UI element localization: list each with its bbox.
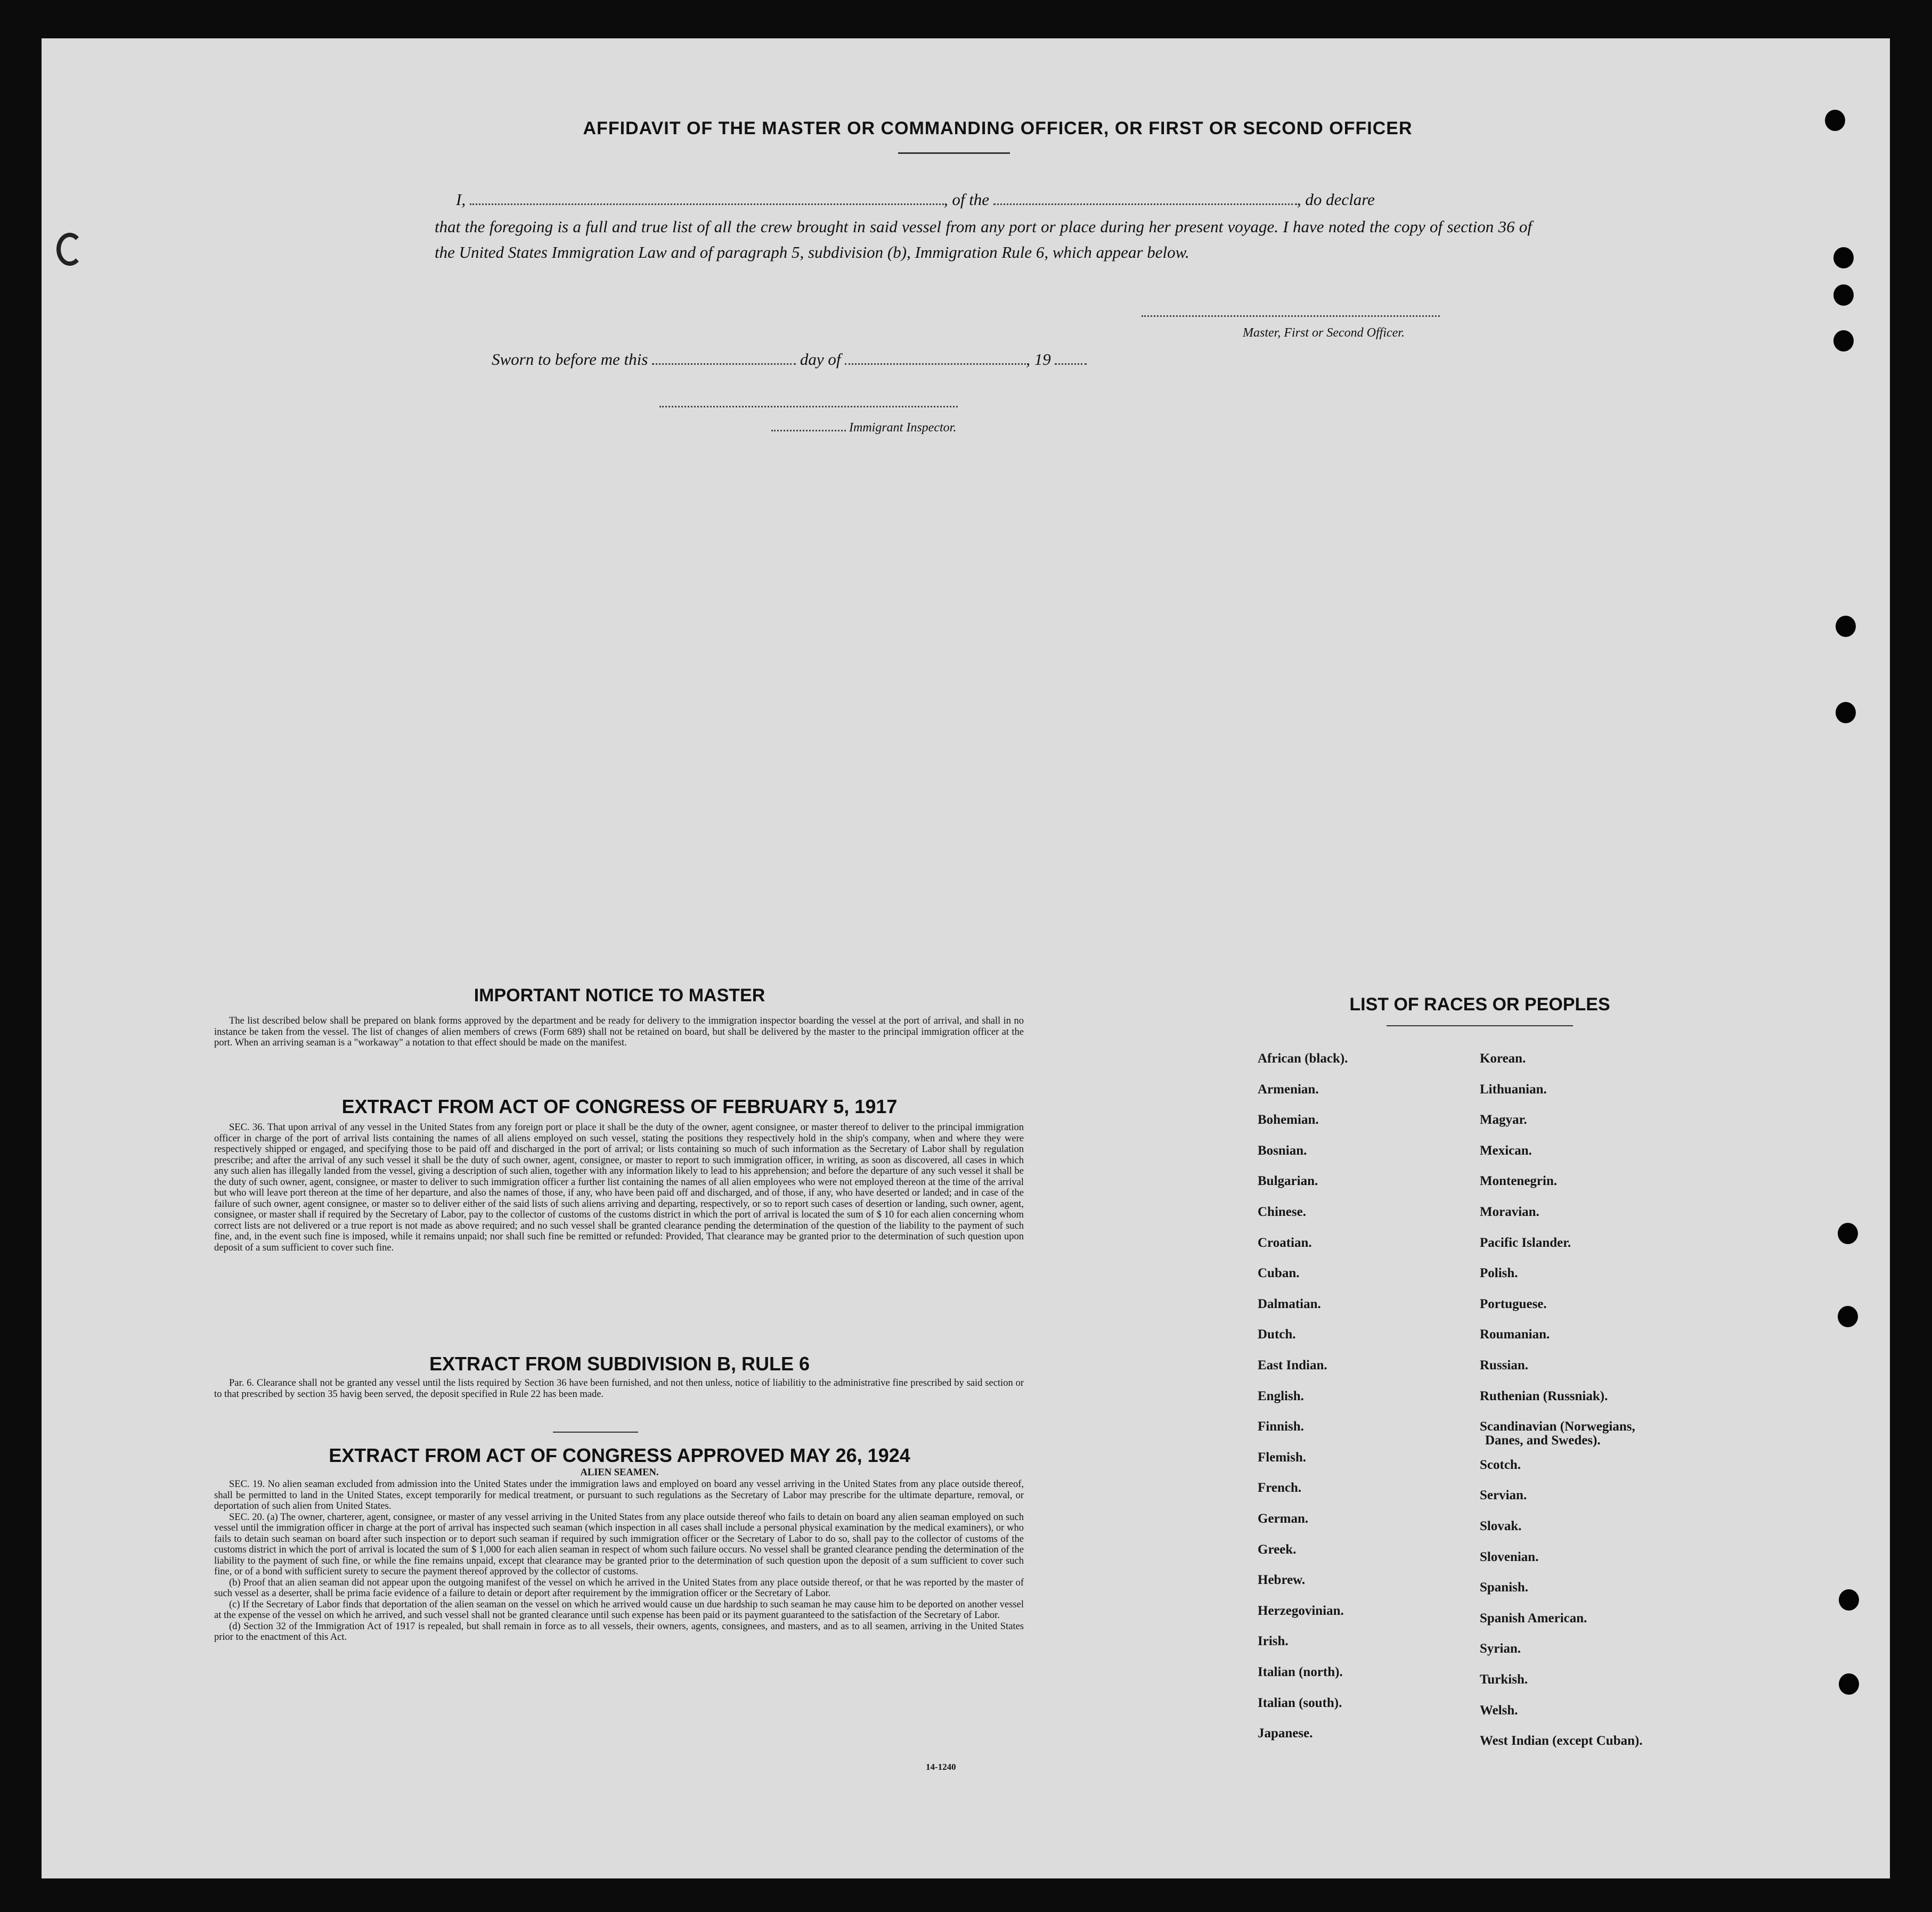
form-number: 14-1240 (926, 1762, 956, 1772)
sec20d-paragraph: (d) Section 32 of the Immigration Act of 1917 is repealed, but shall remain in force as to all vessels, their owners, agents, consignees, and masters, and as to all seamen, arriving in the United States prior to the enactment of this Act. (214, 1621, 1024, 1643)
race-item: Dutch. (1258, 1327, 1296, 1342)
sec20c-paragraph: (c) If the Secretary of Labor finds that deportation of the alien seaman on the vessel on which he arrived would cause un due hardship to such seaman he may cause him to be deported on another vessel at the expense of the vessel on which he arrived, and such vessel shall not be granted clearance until such expense has been paid or its payment guaranteed to the satisfaction of the Secretary of Labor. (214, 1599, 1024, 1621)
affidavit-do-declare-label: , do declare (1297, 190, 1375, 209)
sec20a-paragraph: SEC. 20. (a) The owner, charterer, agent, consignee, or master of any vessel arriving in the United States from any place outside thereof who fails to detain on board any alien seaman employed on such vessel until the immigration officer in charge at the port of arrival has inspected such seaman (which inspection in all cases shall include a personal physical examination by the medical examiners), or who fails to detain such seaman on board after such inspection or to deport such seaman if required by such immigration officer or the Secretary of Labor to do so, shall pay to the collector of customs of the customs district in which the port of arrival is located the sum of $ 1,000 for each alien seaman in respect of whom such failure occurs. No vessel shall be granted clearance pending the determination of the liability to the payment of such fine, or while the fine remains unpaid, except that clearance may be granted prior to the determination of such question upon the deposit of a sum sufficient to cover such fine, or of a bond with sufficient surety to secure the payment thereof approved by the collector of customs. (214, 1511, 1024, 1577)
race-item: Lithuanian. (1480, 1082, 1547, 1097)
race-item: Scotch. (1480, 1457, 1521, 1472)
punch-hole-icon (1836, 702, 1856, 723)
divider (898, 152, 1010, 154)
extract-1917-title: EXTRACT FROM ACT OF CONGRESS OF FEBRUARY 5, 1917 (341, 1096, 898, 1117)
race-item: Irish. (1258, 1634, 1289, 1649)
notice-body (214, 1016, 1024, 1049)
extract-rule6-body (214, 1378, 1024, 1400)
extract-rule6-title: EXTRACT FROM SUBDIVISION B, RULE 6 (429, 1353, 810, 1375)
race-item: Welsh. (1480, 1703, 1518, 1718)
race-item: Pacific Islander. (1480, 1235, 1571, 1250)
race-item: Russian. (1480, 1358, 1529, 1372)
punch-hole-icon (1833, 247, 1854, 268)
race-item: Herzegovinian. (1258, 1603, 1344, 1618)
affidavit-of-the-label: , of the (943, 190, 990, 209)
inspector-label (771, 421, 956, 435)
sworn-year-blank (1055, 352, 1087, 365)
notice-title: IMPORTANT NOTICE TO MASTER (474, 985, 765, 1006)
sworn-date-blank (652, 352, 796, 365)
affidavit-title: AFFIDAVIT OF THE MASTER OR COMMANDING OFFICER, OR FIRST OR SECOND OFFICER (583, 118, 1413, 138)
sec20b-paragraph: (b) Proof that an alien seaman did not appear upon the outgoing manifest of the vessel on which he arrived in the United States from any place outside thereof, or that he was reported by the master of such vessel as a deserter, shall be prima facie evidence of a failure to detain or deport after requirement by the immigration officer or the Secretary of Labor. (214, 1577, 1024, 1599)
affidavit-declaration-line (456, 190, 1532, 209)
sworn-line (492, 350, 1087, 369)
race-item: Roumanian. (1480, 1327, 1550, 1342)
document-page (42, 38, 1890, 1878)
punch-hole-icon (1833, 330, 1854, 352)
race-item: Japanese. (1258, 1726, 1313, 1741)
affidavit-paragraph: that the foregoing is a full and true list of all the crew brought in said vessel from any port or place during her present voyage. I have noted the copy of section 36 of the United States Immigration Law and of paragraph 5, subdivision (b), Immigration Rule 6, which appear below. (435, 217, 1532, 262)
race-item: Mexican. (1480, 1143, 1532, 1158)
punch-hole-icon (1839, 1673, 1859, 1695)
race-item: Spanish American. (1480, 1611, 1587, 1625)
race-item: Greek. (1258, 1542, 1297, 1557)
sec36-paragraph: SEC. 36. That upon arrival of any vessel in the United States from any foreign port or place it shall be the duty of the owner, agent consignee, or master thereof to deliver to the principal immigration officer in charge of the port of arrival lists containing the names of all aliens employed on such vessel, stating the positions they respectively hold in the ship's company, when and where they were respectively shipped or engaged, and specifying those to be paid off and discharged in the port of arrival; or lists containing so much of such information as the Secretary of Labor shall by regulation prescribe; and after the arrival of any such vessel it shall be the duty of such owner, agent, consignee, or master to report to such immigration officer, in writing, as soon as discovered, all cases in which any such alien has illegally landed from the vessel, giving a description of such alien, together with any information likely to lead to his apprehension; and before the departure of any such vessel it shall be the duty of such owner, agent, consignee, or master to deliver to such immigration officer a further list containing the names of all alien employees who were not employed thereon at the time of the arrival but who will leave port thereon at the time of her departure, and also the names of those, if any, who have been paid off and discharged, and of those, if any, who have deserted or landed; and in case of the failure of such owner, agent consignee, or master so to deliver either of the said lists of such aliens arriving and departing, respectively, or so to report such cases of desertion or landing, such owner, agent, consignee, or master shall if required by the Secretary of Labor, pay to the collector of customs of the customs district in which the port of arrival is located the sum of $ 10 for each alien concerning whom correct lists are not delivered or a true report is not made as above required; and no such vessel shall be granted clearance pending the determination of the question of the liability to the payment of such fine, and, in the event such fine is imposed, while it remains unpaid; nor shall such fine be remitted or refunded: Provided, That clearance may be granted prior to the determination of such question upon deposit of a sum sufficient to cover such fine. (214, 1122, 1024, 1253)
race-item: Slovak. (1480, 1519, 1522, 1533)
race-item: Hebrew. (1258, 1573, 1306, 1588)
race-item: Croatian. (1258, 1235, 1312, 1250)
affidavit-i-label: I, (456, 190, 466, 209)
vessel-blank (993, 192, 1297, 205)
race-item: East Indian. (1258, 1358, 1327, 1372)
race-item: Flemish. (1258, 1450, 1306, 1465)
race-item: Italian (south). (1258, 1695, 1342, 1710)
races-title: LIST OF RACES OR PEOPLES (1349, 994, 1610, 1015)
race-item: Korean. (1480, 1051, 1526, 1066)
par6-paragraph: Par. 6. Clearance shall not be granted any vessel until the lists required by Section 36 have been furnished, and not then unless, notice of liabilitiy to the administrative fine prescribed by said section or to that prescribed by section 35 havig been served, the deposit specified in Rule 22 has been made. (214, 1378, 1024, 1400)
race-item: Magyar. (1480, 1113, 1527, 1127)
race-item: Moravian. (1480, 1205, 1539, 1219)
notice-paragraph: The list described below shall be prepared on blank forms approved by the department and be ready for delivery to the immigration inspector boarding the vessel at the port of arrival, and shall in no instance be taken from the vessel. The list of changes of alien members of crews (Form 689) shall not be retained on board, but shall be delivered by the master to the principal immigration officer at the port. When an arriving seaman is a "workaway" a notation to that effect should be made on the manifest. (214, 1016, 1024, 1048)
punch-hole-icon (1833, 284, 1854, 306)
race-item: Portuguese. (1480, 1296, 1547, 1311)
race-item: Montenegrin. (1480, 1174, 1558, 1189)
punch-hole-icon (1825, 110, 1845, 131)
race-item: Turkish. (1480, 1672, 1528, 1687)
race-item: Bohemian. (1258, 1113, 1319, 1127)
master-signature-line (1142, 315, 1440, 317)
punch-hole-icon (1836, 616, 1856, 637)
race-item: Chinese. (1258, 1205, 1306, 1219)
race-item: African (black). (1258, 1051, 1348, 1066)
divider (1387, 1025, 1573, 1026)
extract-1924-title: EXTRACT FROM ACT OF CONGRESS APPROVED MAY 26, 1924 (329, 1444, 910, 1466)
divider (553, 1432, 638, 1433)
race-item: Finnish. (1258, 1419, 1304, 1434)
master-signature-label: Master, First or Second Officer. (1243, 326, 1405, 340)
race-item: Armenian. (1258, 1082, 1319, 1097)
race-item: Italian (north). (1258, 1665, 1343, 1679)
sec19-paragraph: SEC. 19. No alien seaman excluded from admission into the United States under the immigration laws and employed on board any vessel arriving in the United States from any place outside thereof, shall be permitted to land in the United States, except temporarily for medical treatment, or pursuant to such regulations as the Secretary of Labor may prescribe for the ultimate departure, removal, or deportation of such alien from United States. (214, 1479, 1024, 1511)
sworn-month-blank (845, 352, 1026, 365)
punch-hole-icon (56, 233, 83, 266)
sworn-year-label: , 19 (1026, 350, 1051, 369)
inspector-signature-line (659, 406, 958, 407)
inspector-label-text: Immigrant Inspector. (849, 421, 957, 435)
punch-hole-icon (1839, 1589, 1859, 1611)
race-item: Ruthenian (Russniak). (1480, 1388, 1608, 1403)
race-item: Polish. (1480, 1266, 1518, 1281)
race-item: Spanish. (1480, 1580, 1529, 1595)
extract-1924-subtitle: ALIEN SEAMEN. (580, 1467, 659, 1478)
name-blank (470, 192, 944, 205)
race-item: Dalmatian. (1258, 1296, 1321, 1311)
race-item: Servian. (1480, 1488, 1527, 1503)
extract-1917-body (214, 1122, 1024, 1253)
race-item: Slovenian. (1480, 1549, 1539, 1564)
race-item: Danes, and Swedes). (1485, 1433, 1601, 1448)
race-item: German. (1258, 1511, 1309, 1526)
race-item: French. (1258, 1481, 1302, 1496)
extract-1924-body (214, 1479, 1024, 1643)
punch-hole-icon (1838, 1223, 1858, 1244)
sworn-prefix: Sworn to before me this (492, 350, 648, 369)
race-item: Cuban. (1258, 1266, 1300, 1281)
race-item: English. (1258, 1388, 1304, 1403)
punch-hole-icon (1838, 1306, 1858, 1327)
sworn-day-label: day of (800, 350, 841, 369)
race-item: Syrian. (1480, 1641, 1521, 1656)
race-item: Scandinavian (Norwegians, (1480, 1419, 1635, 1434)
race-item: Bosnian. (1258, 1143, 1307, 1158)
race-item: West Indian (except Cuban). (1480, 1734, 1643, 1748)
race-item: Bulgarian. (1258, 1174, 1318, 1189)
